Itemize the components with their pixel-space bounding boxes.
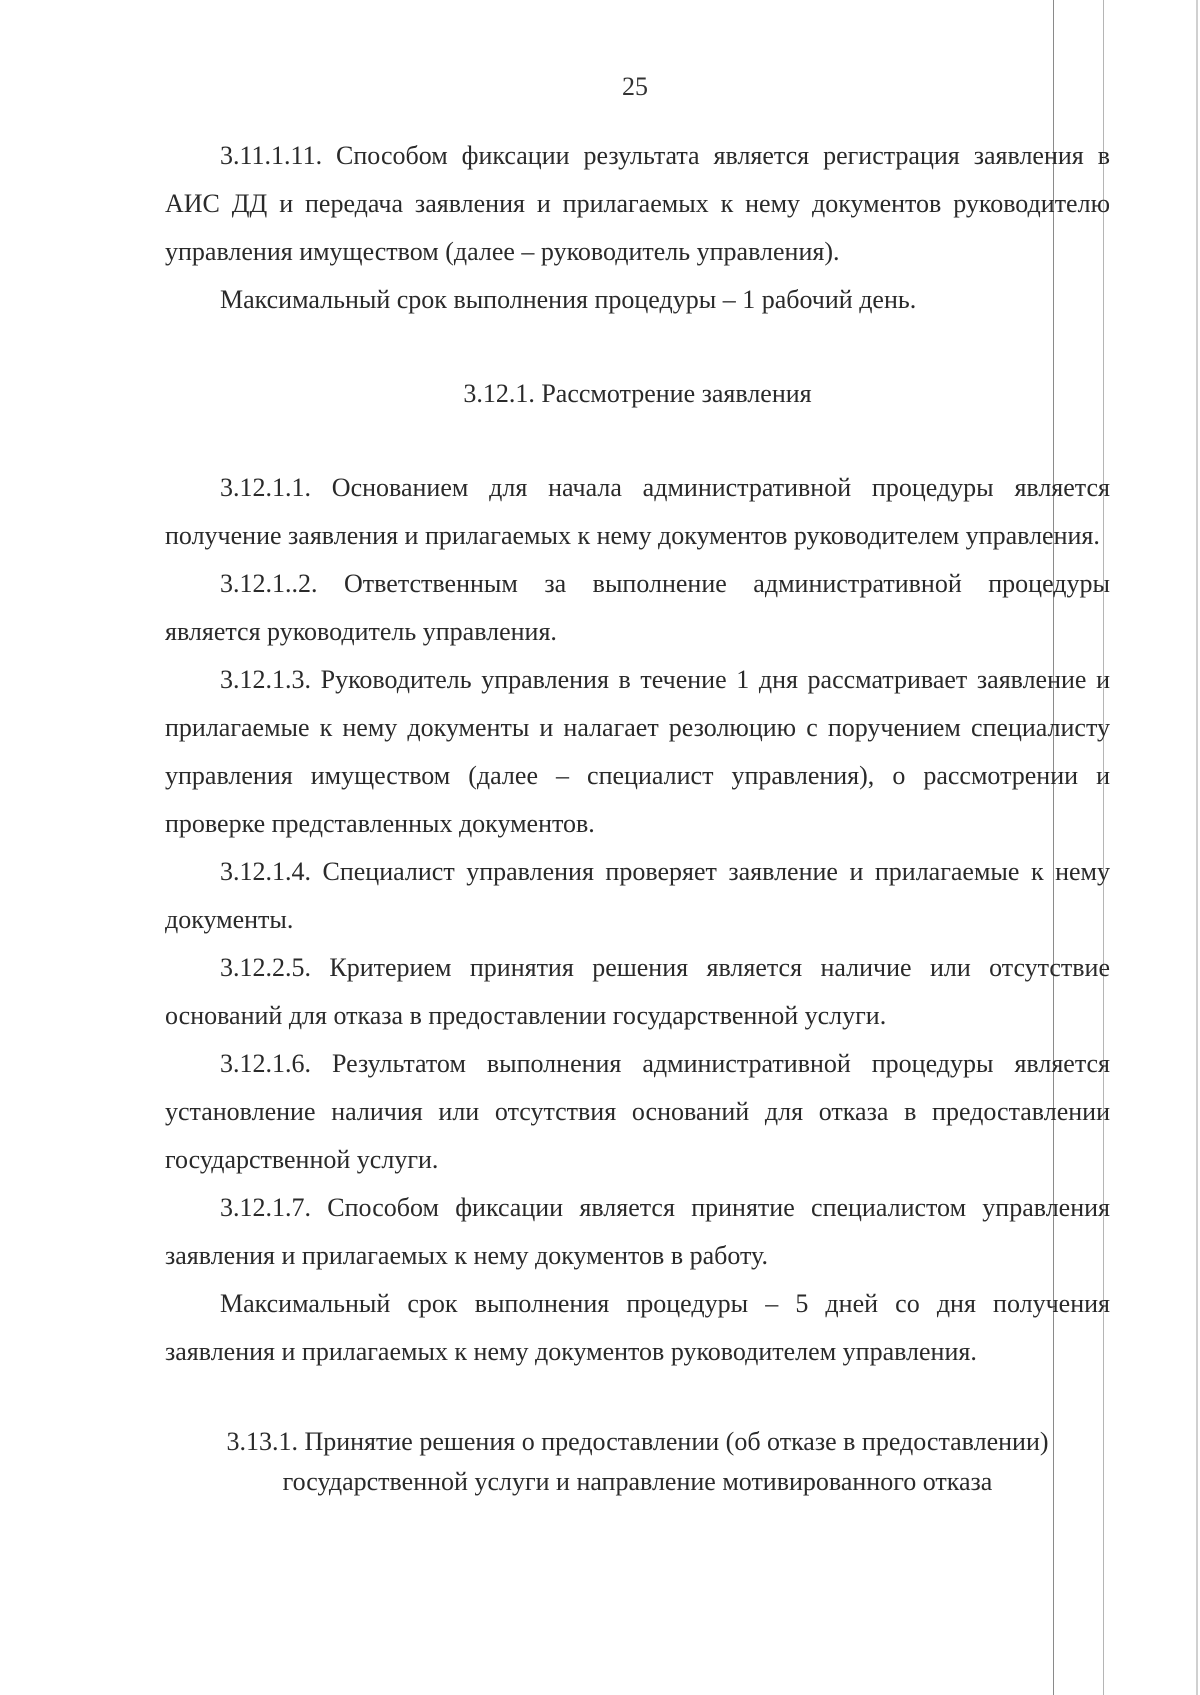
section-heading-3-13-1 — [165, 1422, 1110, 1502]
paragraph-max-term-5: Максимальный срок выполнения процедуры – 5 дней со дня получения заявления и прилагаемых к нему документов руководителем управления. — [165, 1289, 1110, 1366]
document-body — [165, 132, 1110, 1502]
paragraph-3-12-1-6: 3.12.1.6. Результатом выполнения административной процедуры является установление наличия или отсутствия оснований для отказа в предоставлении государственной услуги. — [165, 1049, 1110, 1174]
section-heading-line-2: государственной услуги и направление мотивированного отказа — [282, 1467, 993, 1496]
paragraph-3-12-1-1: 3.12.1.1. Основанием для начала административной процедуры является получение заявления и прилагаемых к нему документов руководителем управления. — [165, 473, 1110, 550]
paragraph-3-11-1-11: 3.11.1.11. Способом фиксации результата является регистрация заявления в АИС ДД и передача заявления и прилагаемых к нему документов руководителю управления имуществом (далее – руководитель управления). — [165, 141, 1110, 266]
paragraph-max-term-1: Максимальный срок выполнения процедуры – 1 рабочий день. — [220, 285, 917, 314]
section-heading-3-12-1: 3.12.1. Рассмотрение заявления — [463, 379, 812, 408]
paragraph-3-12-1-3: 3.12.1.3. Руководитель управления в течение 1 дня рассматривает заявление и прилагаемые к нему документы и налагает резолюцию с поручением специалисту управления имуществом (далее – специалист управления), о рассмотрении и проверке представленных документов. — [165, 665, 1110, 838]
page-number: 25 — [622, 72, 648, 101]
paragraph-3-12-1-2: 3.12.1..2. Ответственным за выполнение административной процедуры является руководитель управления. — [165, 569, 1110, 646]
section-heading-line-1: 3.13.1. Принятие решения о предоставлении (об отказе в предоставлении) — [226, 1427, 1049, 1456]
paragraph-3-12-2-5: 3.12.2.5. Критерием принятия решения является наличие или отсутствие оснований для отказа в предоставлении государственной услуги. — [165, 953, 1110, 1030]
scan-line — [1196, 0, 1198, 1695]
paragraph-3-12-1-4: 3.12.1.4. Специалист управления проверяет заявление и прилагаемые к нему документы. — [165, 857, 1110, 934]
paragraph-3-12-1-7: 3.12.1.7. Способом фиксации является принятие специалистом управления заявления и прилагаемых к нему документов в работу. — [165, 1193, 1110, 1270]
